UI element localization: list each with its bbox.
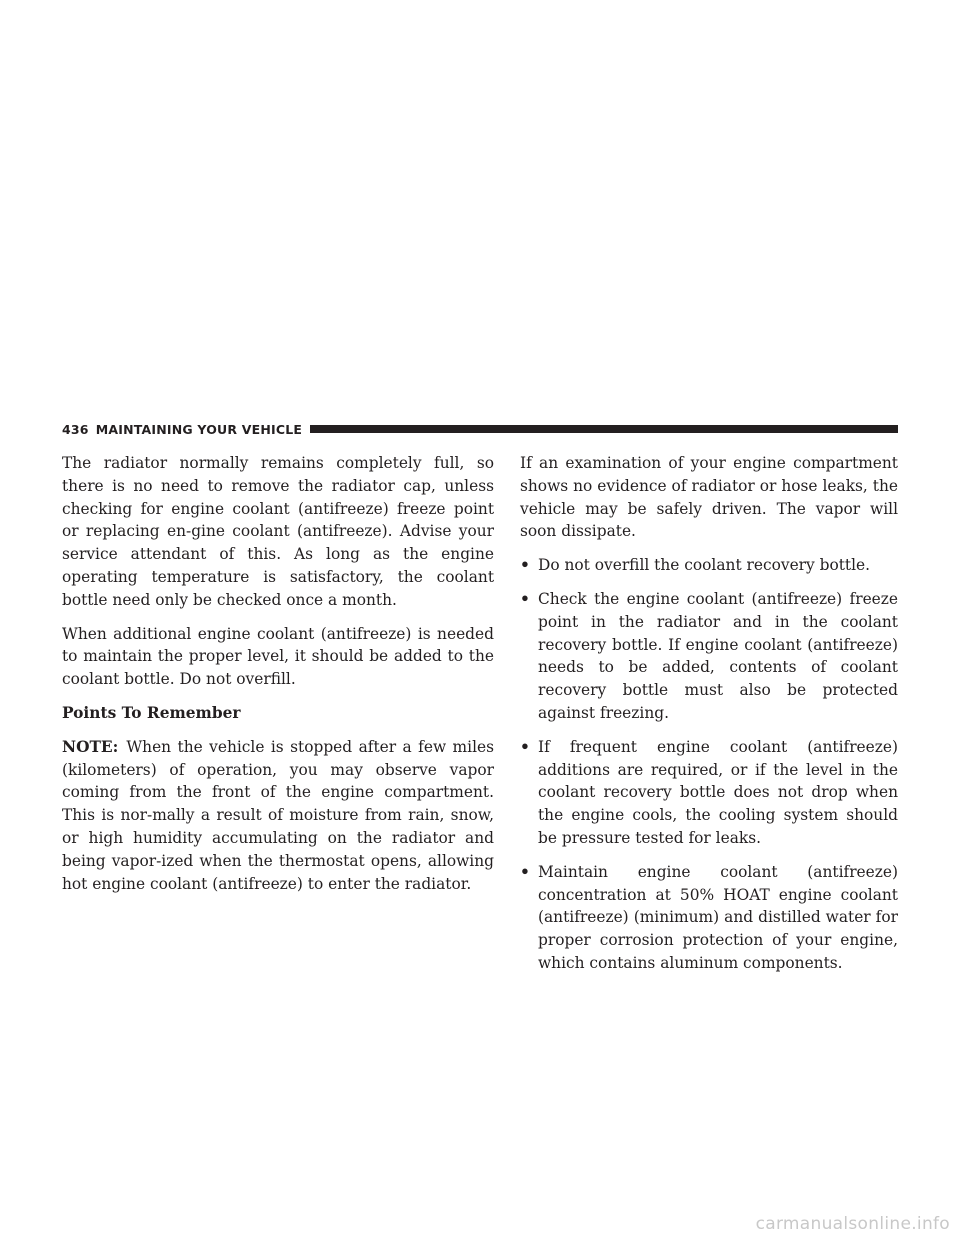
note-text: When the vehicle is stopped after a few miles (kilometers) of operation, you may observe vapor coming from the front of the engine compartment. This is nor-mally a result of moisture from rain, snow, or high humidity accumulating on the radiator and being vapor-ized when the thermostat opens, allowing hot engine coolant (antifreeze) to enter the radiator.: [62, 737, 494, 893]
section-title: MAINTAINING YOUR VEHICLE: [95, 421, 303, 437]
list-item-text: Maintain engine coolant (antifreeze) concentration at 50% HOAT engine coolant (antifreeze) (minimum) and distilled water for proper corrosion protection of your engine, which contains aluminum components.: [538, 862, 898, 972]
right-column: [520, 452, 898, 986]
note-label: NOTE:: [62, 737, 119, 756]
list-item-text: If frequent engine coolant (antifreeze) additions are required, or if the level in the coolant recovery bottle does not drop when the engine cools, the cooling system should be pressure tested for leaks.: [538, 737, 898, 847]
paragraph-additional-coolant: When additional engine coolant (antifreeze) is needed to maintain the proper level, it should be added to the coolant bottle. Do not overfill.: [62, 624, 494, 689]
header-rule: [310, 425, 898, 433]
list-item-text: Check the engine coolant (antifreeze) freeze point in the radiator and in the coolant recovery bottle. If engine coolant (antifreeze) needs to be added, contents of coolant recovery bottle must also be protected against freezing.: [538, 589, 898, 722]
page-header: [62, 422, 898, 436]
list-item: [520, 554, 898, 577]
bullet-icon: •: [520, 556, 530, 575]
bullet-list: [520, 554, 898, 975]
bullet-icon: •: [520, 862, 530, 881]
paragraph-radiator-full: The radiator normally remains completely full, so there is no need to remove the radiator cap, unless checking for engine coolant (antifreeze) freeze point or replacing en-gine coolant (antifreeze). Advise your service attendant of this. As long as the engine operating temperature is satisfactory, the coolant bottle need only be checked once a month.: [62, 454, 494, 609]
heading-points-to-remember: Points To Remember: [62, 703, 241, 722]
page-number: 436: [62, 421, 89, 437]
bullet-icon: •: [520, 589, 530, 608]
list-item: [520, 861, 898, 975]
paragraph-examination: If an examination of your engine compartment shows no evidence of radiator or hose leaks, the vehicle may be safely driven. The vapor will soon dissipate.: [520, 454, 898, 541]
left-column: [62, 452, 494, 906]
list-item: [520, 588, 898, 725]
bullet-icon: •: [520, 737, 530, 756]
list-item-text: Do not overfill the coolant recovery bottle.: [538, 556, 871, 575]
note-paragraph: [62, 736, 494, 896]
footer-watermark: carmanualsonline.info: [755, 1214, 950, 1234]
list-item: [520, 736, 898, 850]
